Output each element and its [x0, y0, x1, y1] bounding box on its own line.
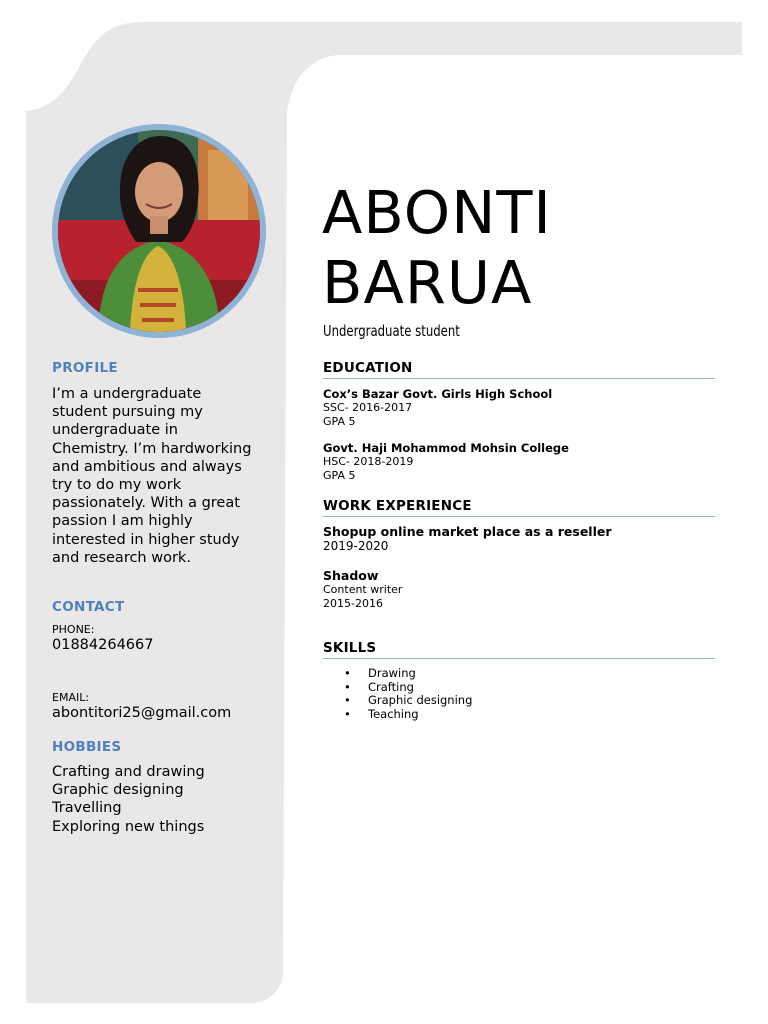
profile-line: and ambitious and always	[52, 458, 242, 475]
profile-line: and research work.	[52, 549, 191, 566]
education-heading: EDUCATION	[323, 360, 413, 376]
profile-text	[52, 385, 280, 567]
education-entry	[323, 441, 569, 482]
skill-item: • Graphic designing	[344, 694, 472, 708]
profile-line: student pursuing my	[52, 404, 203, 421]
work-role: Content writer	[323, 583, 403, 596]
profile-line: try to do my work	[52, 477, 182, 494]
hobby-item: Crafting and drawing	[52, 764, 205, 780]
work-years: 2019-2020	[323, 539, 389, 553]
work-entry	[323, 568, 402, 610]
work-heading: WORK EXPERIENCE	[323, 498, 472, 514]
phone-value: 01884264667	[52, 637, 154, 653]
profile-line: I’m a undergraduate	[52, 386, 202, 402]
work-title: Shopup online market place as a reseller	[323, 524, 612, 539]
school-name: Govt. Haji Mohammod Mohsin College	[323, 441, 569, 455]
work-years: 2015-2016	[323, 596, 383, 610]
education-entry	[323, 387, 552, 428]
phone-label: PHONE:	[52, 623, 95, 636]
skills-divider	[323, 658, 715, 659]
school-gpa: GPA 5	[323, 414, 356, 428]
hobby-item: Travelling	[52, 800, 122, 817]
education-divider	[323, 378, 715, 379]
hobby-item: Exploring new things	[52, 818, 205, 835]
profile-heading: PROFILE	[52, 360, 118, 376]
skills-list	[344, 667, 472, 721]
email-label: EMAIL:	[52, 691, 90, 704]
candidate-name	[322, 178, 552, 318]
school-gpa: GPA 5	[323, 468, 356, 482]
hobby-item: Graphic designing	[52, 782, 184, 799]
hobbies-list	[52, 763, 205, 836]
work-entry	[323, 524, 612, 554]
email-value[interactable]: abontitori25@gmail.com	[52, 705, 232, 721]
profile-line: Chemistry. I’m hardworking	[52, 440, 252, 457]
work-title: Shadow	[323, 568, 379, 583]
school-name: Cox’s Bazar Govt. Girls High School	[323, 387, 553, 401]
hobbies-heading: HOBBIES	[52, 739, 122, 755]
first-name: ABONTI	[322, 178, 552, 247]
skill-item: • Teaching	[344, 708, 472, 722]
school-detail: HSC- 2018-2019	[323, 455, 414, 468]
school-detail: SSC- 2016-2017	[323, 401, 413, 414]
last-name: BARUA	[322, 248, 533, 317]
profile-line: interested in higher study	[52, 531, 240, 548]
profile-line: passionately. With a great	[52, 495, 240, 512]
profile-photo	[52, 124, 266, 338]
skills-heading: SKILLS	[323, 640, 377, 656]
skill-item: • Crafting	[344, 681, 472, 695]
job-title: Undergraduate student	[323, 322, 460, 340]
portrait	[58, 130, 260, 332]
profile-line: undergraduate in	[52, 422, 178, 439]
profile-line: passion I am highly	[52, 513, 193, 530]
contact-heading: CONTACT	[52, 599, 125, 615]
skill-item: • Drawing	[344, 667, 472, 681]
work-divider	[323, 516, 715, 517]
